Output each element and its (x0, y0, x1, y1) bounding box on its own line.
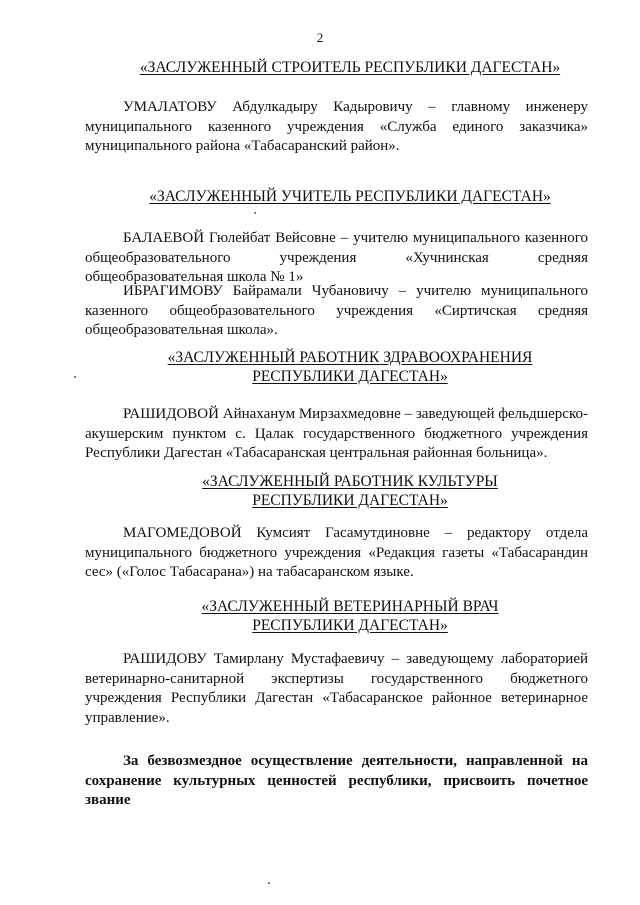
heading-line: РЕСПУБЛИКИ ДАГЕСТАН» (252, 368, 448, 385)
scan-speck (268, 882, 270, 884)
paragraph-line: УМАЛАТОВУ Абдулкадыру Кадыровичу – главному инженеру (123, 99, 588, 115)
heading-line: «ЗАСЛУЖЕННЫЙ УЧИТЕЛЬ РЕСПУБЛИКИ ДАГЕСТАН» (149, 188, 551, 205)
section-heading-builder (60, 58, 640, 77)
paragraph-line: общеобразовательная школа № 1» (85, 269, 304, 285)
heading-line: «ЗАСЛУЖЕННЫЙ СТРОИТЕЛЬ РЕСПУБЛИКИ ДАГЕСТАН» (139, 59, 561, 76)
heading-line: РЕСПУБЛИКИ ДАГЕСТАН» (252, 617, 448, 634)
paragraph-line: муниципального казенного учреждения «Служба единого заказчика» (85, 118, 588, 135)
page-number: 2 (316, 30, 324, 45)
heading-line: РЕСПУБЛИКИ ДАГЕСТАН» (252, 492, 448, 509)
award-paragraph-rashidova (85, 405, 588, 464)
paragraph-line: БАЛАЕВОЙ Гюлейбат Вейсовне – учителю муниципального казенного (123, 230, 588, 246)
award-paragraph-umalatov (85, 98, 588, 157)
paragraph-line: муниципального бюджетного учреждения «Редакция газеты «Табасарандин (85, 544, 588, 561)
section-heading-teacher (60, 187, 640, 206)
award-paragraph-balaeva (85, 229, 588, 288)
paragraph-line: МАГОМЕДОВОЙ Кумсият Гасамутдиновне – редактору отдела (123, 525, 588, 541)
paragraph-line: управление». (85, 709, 170, 726)
award-paragraph-ibragimov (85, 282, 588, 341)
scan-speck (74, 376, 76, 378)
paragraph-line: РАШИДОВОЙ Айнаханум Мирзахмедовне – заведующей фельдшерско- (123, 406, 588, 422)
paragraph-line: РАШИДОВУ Тамирлану Мустафаевичу – заведующему лабораторией (123, 651, 588, 667)
paragraph-line: муниципального района «Табасаранский район». (85, 138, 400, 154)
paragraph-line: учреждения Республики Дагестан «Табасаранское районное ветеринарное (85, 690, 588, 706)
award-paragraph-rashidov (85, 650, 588, 728)
award-paragraph-magomedova (85, 524, 588, 583)
paragraph-line: ИБРАГИМОВУ Байрамали Чубановичу – учителю муниципального (123, 283, 588, 299)
paragraph-line: сес» («Голос Табасарана») на табасаранском языке. (85, 564, 414, 580)
paragraph-line: сохранение культурных ценностей республики, присвоить почетное (85, 772, 588, 789)
heading-line: «ЗАСЛУЖЕННЫЙ ВЕТЕРИНАРНЫЙ ВРАЧ (201, 598, 499, 615)
section-heading-healthcare (60, 348, 640, 386)
paragraph-line: Республики Дагестан «Табасаранская центральная районная больница». (85, 445, 548, 461)
scan-speck (254, 212, 256, 214)
paragraph-line: общеобразовательная школа». (85, 322, 278, 338)
paragraph-line: казенного общеобразовательного учреждения «Сиртичская средняя (85, 302, 588, 319)
heading-line: «ЗАСЛУЖЕННЫЙ РАБОТНИК КУЛЬТУРЫ (202, 473, 498, 490)
heading-line: «ЗАСЛУЖЕННЫЙ РАБОТНИК ЗДРАВООХРАНЕНИЯ (167, 349, 533, 366)
closing-paragraph (85, 752, 588, 811)
paragraph-line: За безвозмездное осуществление деятельности, направленной на (123, 753, 588, 769)
paragraph-line: звание (85, 792, 131, 808)
paragraph-line: общеобразовательного учреждения «Хучнинская средняя (85, 249, 588, 266)
section-heading-culture (60, 472, 640, 510)
paragraph-line: ветеринарно-санитарной экспертизы государственного бюджетного (85, 670, 588, 687)
section-heading-veterinary (60, 597, 640, 635)
paragraph-line: акушерским пунктом с. Цалак государственного бюджетного учреждения (85, 425, 588, 442)
